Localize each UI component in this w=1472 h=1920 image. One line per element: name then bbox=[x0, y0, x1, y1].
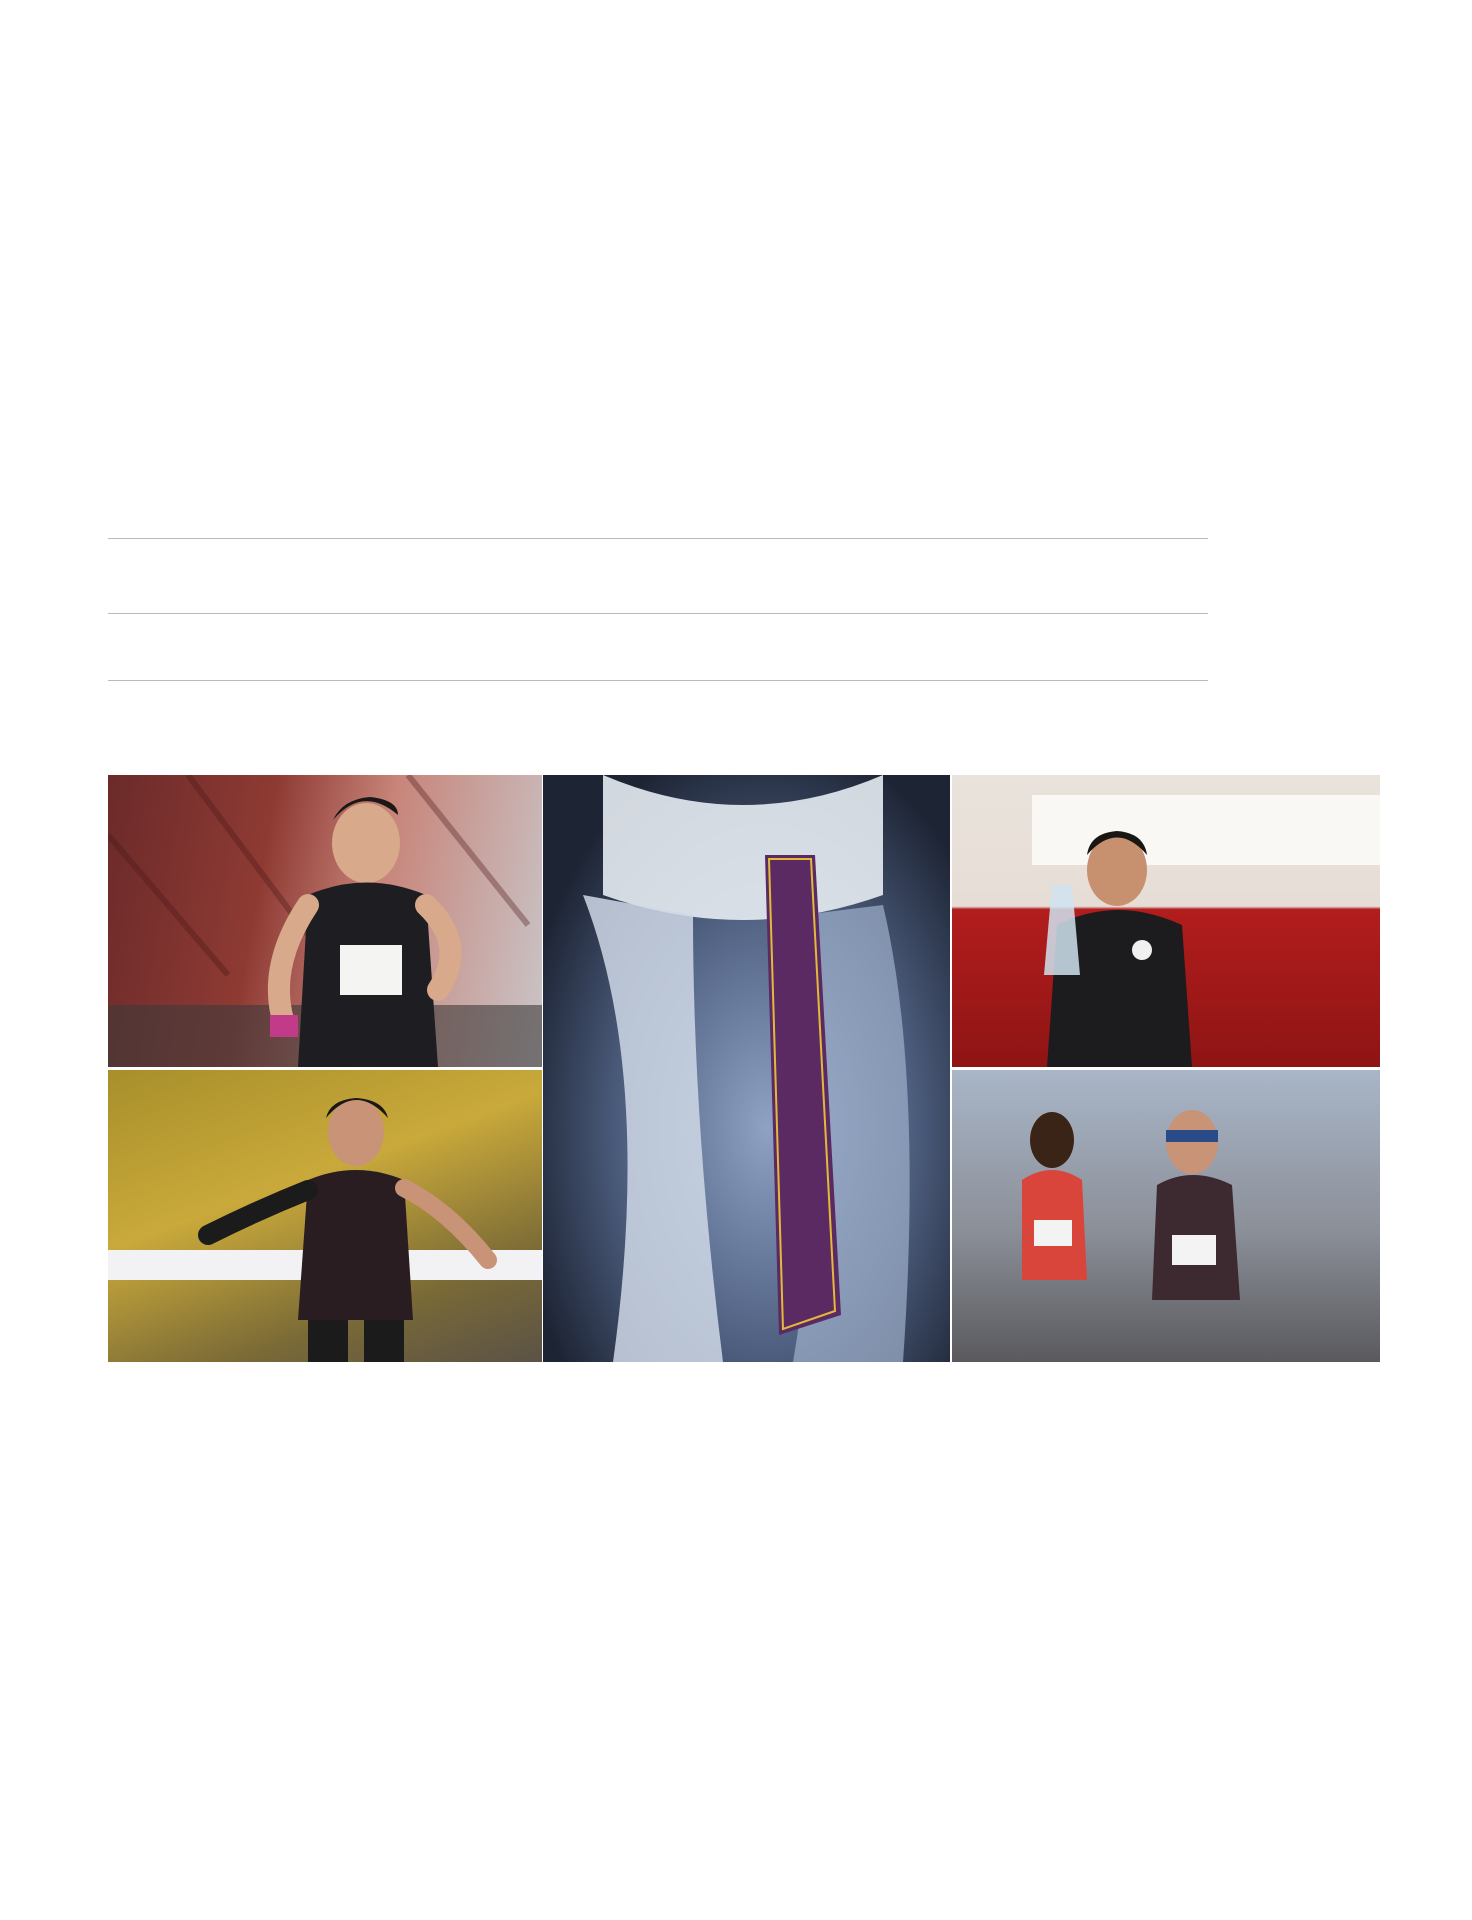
photo-tsujihara bbox=[952, 1070, 1380, 1362]
runners-illustration bbox=[952, 1070, 1380, 1362]
row-rule bbox=[108, 613, 1208, 614]
row-rule bbox=[108, 680, 1208, 681]
results-table bbox=[108, 514, 1208, 744]
runner-takayama-illustration bbox=[108, 1070, 542, 1362]
results-header bbox=[108, 514, 1208, 536]
table-note bbox=[1218, 516, 1396, 766]
header-rule bbox=[108, 538, 1208, 539]
runner-aoki-illustration bbox=[108, 775, 542, 1067]
photo-aoki bbox=[108, 775, 542, 1067]
trophy-illustration bbox=[952, 775, 1380, 1067]
article-body-bottom bbox=[100, 1432, 1392, 1857]
article-body-top bbox=[100, 78, 1395, 473]
photo-takayama bbox=[108, 1070, 542, 1362]
photo-sash bbox=[543, 775, 950, 1362]
photo-yamamoto bbox=[952, 775, 1380, 1067]
sash-illustration bbox=[543, 775, 950, 1362]
